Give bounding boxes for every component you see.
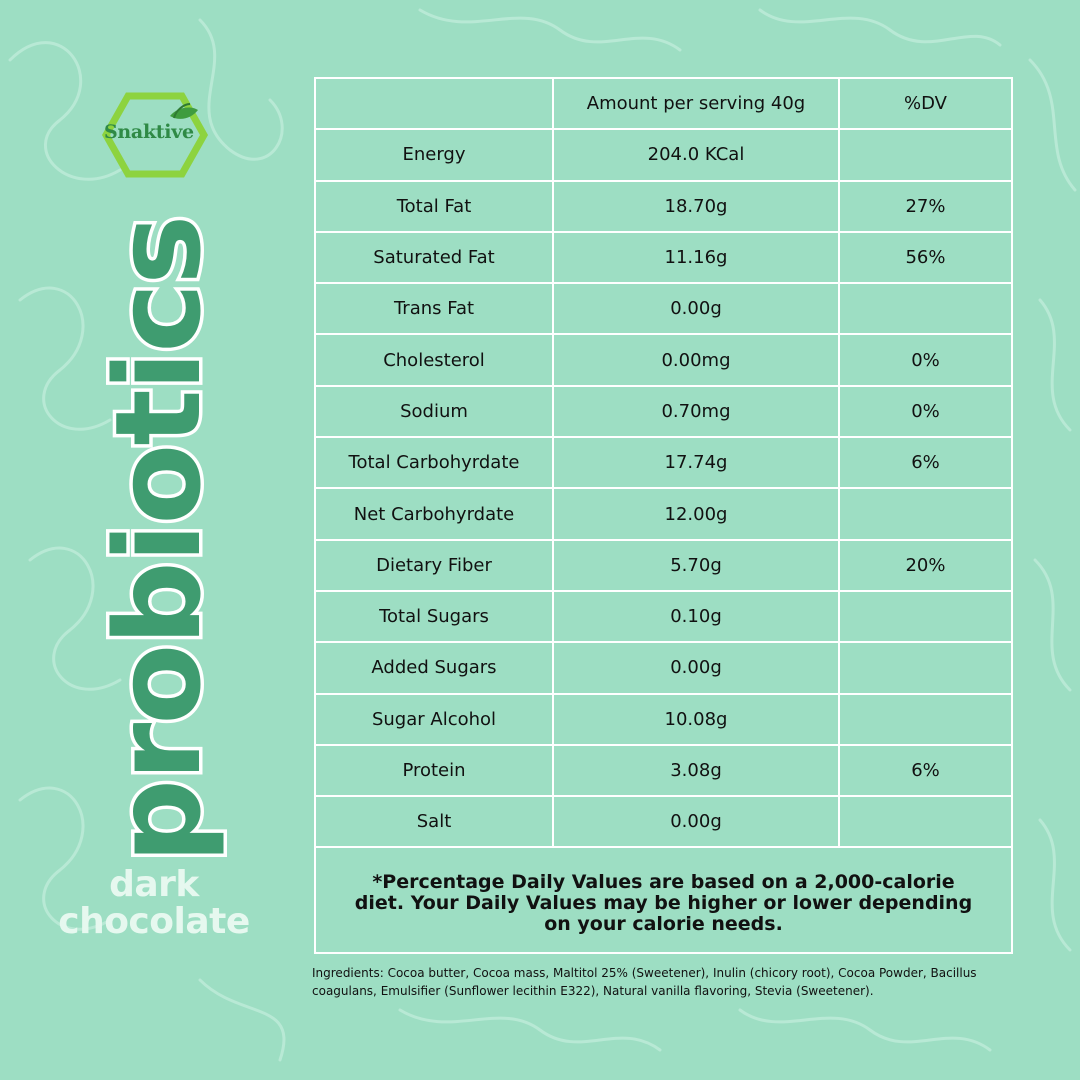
nutrient-dv: 6% <box>911 760 940 781</box>
table-row <box>316 438 1011 489</box>
nutrient-amount: 204.0 KCal <box>554 130 840 179</box>
nutrient-name: Total Fat <box>316 182 554 231</box>
nutrient-dv <box>840 797 1011 846</box>
nutrient-name: Total Sugars <box>316 592 554 641</box>
nutrient-amount: 12.00g <box>554 489 840 538</box>
table-row <box>316 592 1011 643</box>
nutrient-name: Net Carbohyrdate <box>316 489 554 538</box>
table-header-row <box>316 79 1011 130</box>
nutrient-name: Trans Fat <box>316 284 554 333</box>
flavor-line-2: chocolate <box>58 901 250 942</box>
nutrient-amount: 18.70g <box>554 182 840 231</box>
nutrient-name: Sodium <box>316 387 554 436</box>
nutrient-amount: 10.08g <box>554 695 840 744</box>
table-row <box>316 130 1011 181</box>
nutrient-name: Total Carbohyrdate <box>316 438 554 487</box>
header-nutrient <box>316 79 554 128</box>
nutrient-name: Sugar Alcohol <box>316 695 554 744</box>
table-row <box>316 387 1011 438</box>
nutrient-name: Protein <box>316 746 554 795</box>
table-row <box>316 233 1011 284</box>
nutrient-amount: 0.00g <box>554 284 840 333</box>
table-row <box>316 797 1011 848</box>
nutrient-amount: 5.70g <box>554 541 840 590</box>
nutrient-dv <box>840 695 1011 744</box>
nutrient-dv: 56% <box>905 247 946 269</box>
probiotics-title: probiotics <box>89 216 227 864</box>
flavor-line-1: dark <box>109 864 199 905</box>
nutrient-dv: 0% <box>911 400 940 422</box>
nutrient-name: Salt <box>316 797 554 846</box>
table-row <box>316 541 1011 592</box>
nutrient-name: Dietary Fiber <box>316 541 554 590</box>
table-row <box>316 746 1011 797</box>
nutrient-name: Added Sugars <box>316 643 554 692</box>
daily-value-footnote: *Percentage Daily Values are based on a 2,000-calorie diet. Your Daily Values may be higher or lower depending on your calorie needs. <box>354 870 973 935</box>
nutrient-amount: 11.16g <box>554 233 840 282</box>
nutrient-amount: 0.10g <box>554 592 840 641</box>
nutrient-amount: 17.74g <box>554 438 840 487</box>
nutrition-table <box>314 77 1013 954</box>
table-row <box>316 335 1011 386</box>
nutrient-dv <box>840 130 1011 179</box>
nutrient-name: Cholesterol <box>316 335 554 384</box>
nutrient-dv: 20% <box>905 554 946 576</box>
nutrient-dv <box>840 489 1011 538</box>
nutrient-amount: 0.00g <box>554 643 840 692</box>
header-amount: Amount per serving 40g <box>554 79 840 128</box>
table-row <box>316 489 1011 540</box>
table-row <box>316 643 1011 694</box>
nutrient-dv <box>840 643 1011 692</box>
table-row <box>316 695 1011 746</box>
header-dv: %DV <box>904 93 947 115</box>
nutrient-dv <box>840 284 1011 333</box>
nutrient-amount: 3.08g <box>554 746 840 795</box>
nutrient-dv: 0% <box>911 349 940 371</box>
brand-logo-text: Snaktive <box>104 121 194 143</box>
nutrient-dv: 6% <box>911 452 940 474</box>
nutrient-amount: 0.00g <box>554 797 840 846</box>
table-row <box>316 284 1011 335</box>
nutrient-dv <box>840 592 1011 641</box>
nutrient-amount: 0.00mg <box>554 335 840 384</box>
table-row <box>316 182 1011 233</box>
ingredients-text: Ingredients: Cocoa butter, Cocoa mass, Maltitol 25% (Sweetener), Inulin (chicory root), Cocoa Powder, Bacillus coagulans, Emulsifier (Sunflower lecithin E322), Natural vanilla flavoring, Stevia (Sweetener). <box>312 966 977 998</box>
nutrient-dv: 27% <box>905 195 946 217</box>
nutrient-name: Saturated Fat <box>316 233 554 282</box>
nutrient-amount: 0.70mg <box>554 387 840 436</box>
nutrient-name: Energy <box>316 130 554 179</box>
flavor-label <box>40 866 268 940</box>
